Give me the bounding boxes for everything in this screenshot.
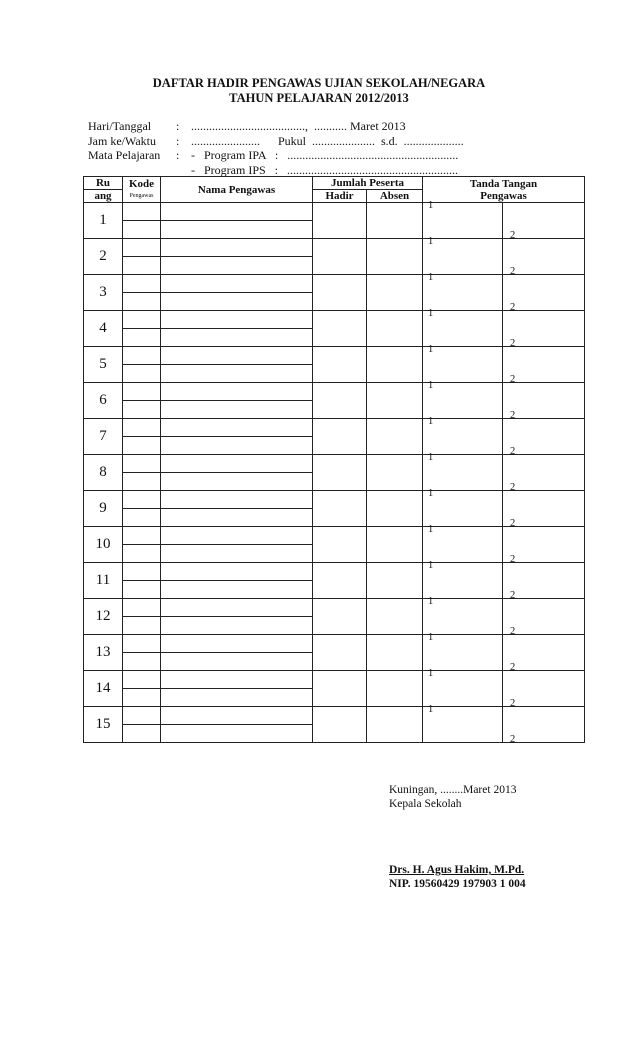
nama-cell[interactable] xyxy=(161,437,313,455)
absen-cell[interactable] xyxy=(367,527,423,563)
kode-cell[interactable] xyxy=(123,275,161,293)
signature-slot-2[interactable] xyxy=(503,707,585,743)
signature-slot-2[interactable] xyxy=(503,599,585,635)
kode-cell[interactable] xyxy=(123,365,161,383)
kode-cell[interactable] xyxy=(123,725,161,743)
kode-cell[interactable] xyxy=(123,419,161,437)
nama-cell[interactable] xyxy=(161,293,313,311)
table-row xyxy=(84,275,585,293)
slot-number-2: 2 xyxy=(510,230,516,241)
hadir-cell[interactable] xyxy=(313,383,367,419)
table-row xyxy=(84,203,585,221)
room-number: 7 xyxy=(84,419,123,455)
document-title xyxy=(0,76,638,106)
signature-slot-1[interactable] xyxy=(423,416,503,455)
nama-cell[interactable] xyxy=(161,383,313,401)
slot-number-1: 1 xyxy=(428,668,434,679)
info-row-subject xyxy=(88,148,464,163)
nama-cell[interactable] xyxy=(161,581,313,599)
info-row-date xyxy=(88,119,464,134)
signature-slot-2[interactable] xyxy=(503,419,585,455)
colon: : xyxy=(176,133,180,148)
signature-slot-2[interactable] xyxy=(503,455,585,491)
kode-cell[interactable] xyxy=(123,689,161,707)
room-number: 6 xyxy=(84,383,123,419)
kode-cell[interactable] xyxy=(123,599,161,617)
signature-slot-1[interactable] xyxy=(423,452,503,491)
signature-slot-1[interactable] xyxy=(423,236,503,275)
table-row xyxy=(84,311,585,329)
info-row-subject-ips xyxy=(88,163,464,178)
slot-number-1: 1 xyxy=(428,488,434,499)
signature-slot-1[interactable] xyxy=(423,380,503,419)
signer-role: Kepala Sekolah xyxy=(389,798,462,810)
signature-slot-2[interactable] xyxy=(503,347,585,383)
nama-cell[interactable] xyxy=(161,401,313,419)
hadir-cell[interactable] xyxy=(313,419,367,455)
slot-number-2: 2 xyxy=(510,266,516,277)
header-ruang: Ru xyxy=(84,177,123,190)
kode-cell[interactable] xyxy=(123,545,161,563)
signature-slot-1[interactable] xyxy=(423,200,503,239)
absen-cell[interactable] xyxy=(367,419,423,455)
attendance-rows xyxy=(84,200,585,745)
slot-number-2: 2 xyxy=(510,626,516,637)
room-number: 4 xyxy=(84,311,123,347)
nama-cell[interactable] xyxy=(161,221,313,239)
signature-slot-1[interactable] xyxy=(423,704,503,743)
absen-cell[interactable] xyxy=(367,275,423,311)
nama-cell[interactable] xyxy=(161,671,313,689)
room-number: 14 xyxy=(84,671,123,707)
table-row xyxy=(84,419,585,437)
slot-number-2: 2 xyxy=(510,734,516,745)
absen-cell[interactable] xyxy=(367,203,423,239)
signature-slot-1[interactable] xyxy=(423,524,503,563)
table-row xyxy=(84,455,585,473)
slot-number-1: 1 xyxy=(428,344,434,355)
signature-slot-2[interactable] xyxy=(503,203,585,239)
hadir-cell[interactable] xyxy=(313,275,367,311)
table-row xyxy=(84,635,585,653)
kode-cell[interactable] xyxy=(123,239,161,257)
table-row xyxy=(84,563,585,581)
slot-number-1: 1 xyxy=(428,524,434,535)
room-number: 10 xyxy=(84,527,123,563)
kode-cell[interactable] xyxy=(123,203,161,221)
signature-slot-2[interactable] xyxy=(503,563,585,599)
signature-slot-2[interactable] xyxy=(503,527,585,563)
nama-cell[interactable] xyxy=(161,689,313,707)
header-ttd-line1: Tanda Tangan xyxy=(469,177,538,190)
signature-slot-1[interactable] xyxy=(423,632,503,671)
absen-cell[interactable] xyxy=(367,563,423,599)
place-date: Kuningan, ........Maret 2013 xyxy=(389,784,517,796)
slot-number-2: 2 xyxy=(510,554,516,565)
header-nama: Nama Pengawas xyxy=(161,177,313,203)
slot-number-2: 2 xyxy=(510,338,516,349)
slot-number-1: 1 xyxy=(428,416,434,427)
nama-cell[interactable] xyxy=(161,365,313,383)
slot-number-2: 2 xyxy=(510,410,516,421)
nama-cell[interactable] xyxy=(161,653,313,671)
signature-slot-2[interactable] xyxy=(503,275,585,311)
slot-number-1: 1 xyxy=(428,596,434,607)
kode-cell[interactable] xyxy=(123,311,161,329)
room-number: 13 xyxy=(84,635,123,671)
signature-slot-2[interactable] xyxy=(503,491,585,527)
header-ruang-2: ang xyxy=(84,190,123,203)
signature-slot-1[interactable] xyxy=(423,344,503,383)
table-row xyxy=(84,239,585,257)
signature-slot-2[interactable] xyxy=(503,671,585,707)
nama-cell[interactable] xyxy=(161,707,313,725)
nama-cell[interactable] xyxy=(161,473,313,491)
nama-cell[interactable] xyxy=(161,725,313,743)
room-number: 9 xyxy=(84,491,123,527)
room-number: 12 xyxy=(84,599,123,635)
nama-cell[interactable] xyxy=(161,203,313,221)
slot-number-1: 1 xyxy=(428,632,434,643)
absen-cell[interactable] xyxy=(367,491,423,527)
hadir-cell[interactable] xyxy=(313,203,367,239)
date-label: Hari/Tanggal xyxy=(88,119,152,133)
signature-slot-1[interactable] xyxy=(423,668,503,707)
header-absen: Absen xyxy=(367,190,423,203)
subject-ipa: - Program IPA : ......................................................... xyxy=(191,148,459,162)
header-kode-label: Kode xyxy=(128,177,155,190)
header-ttd-line2: Pengawas xyxy=(480,189,527,202)
table-row xyxy=(84,383,585,401)
slot-number-2: 2 xyxy=(510,482,516,493)
hadir-cell[interactable] xyxy=(313,671,367,707)
hadir-cell[interactable] xyxy=(313,599,367,635)
nama-cell[interactable] xyxy=(161,599,313,617)
header-tanda-tangan xyxy=(423,177,585,203)
room-number: 1 xyxy=(84,203,123,239)
time-value: ....................... Pukul ..................... s.d. .................... xyxy=(191,133,464,148)
room-number: 8 xyxy=(84,455,123,491)
signature-slot-2[interactable] xyxy=(503,239,585,275)
signature-slot-2[interactable] xyxy=(503,635,585,671)
room-number: 15 xyxy=(84,707,123,743)
slot-number-1: 1 xyxy=(428,308,434,319)
signature-slot-1[interactable] xyxy=(423,488,503,527)
kode-cell[interactable] xyxy=(123,329,161,347)
hadir-cell[interactable] xyxy=(313,239,367,275)
absen-cell[interactable] xyxy=(367,455,423,491)
signer-nip: NIP. 19560429 197903 1 004 xyxy=(389,878,526,890)
slot-number-1: 1 xyxy=(428,704,434,715)
kode-cell[interactable] xyxy=(123,527,161,545)
hadir-cell[interactable] xyxy=(313,707,367,743)
kode-cell[interactable] xyxy=(123,491,161,509)
exam-info-block xyxy=(88,119,464,177)
signer-name: Drs. H. Agus Hakim, M.Pd. xyxy=(389,864,525,876)
room-number: 5 xyxy=(84,347,123,383)
nama-cell[interactable] xyxy=(161,419,313,437)
kode-cell[interactable] xyxy=(123,401,161,419)
hadir-cell[interactable] xyxy=(313,527,367,563)
slot-number-1: 1 xyxy=(428,272,434,283)
kode-cell[interactable] xyxy=(123,617,161,635)
slot-number-1: 1 xyxy=(428,560,434,571)
kode-cell[interactable] xyxy=(123,221,161,239)
title-line-1: DAFTAR HADIR PENGAWAS UJIAN SEKOLAH/NEGARA xyxy=(152,76,486,90)
slot-number-2: 2 xyxy=(510,302,516,313)
slot-number-2: 2 xyxy=(510,662,516,673)
nama-cell[interactable] xyxy=(161,545,313,563)
time-label: Jam ke/Waktu xyxy=(88,133,157,148)
nama-cell[interactable] xyxy=(161,275,313,293)
date-value: ......................................, ........... Maret 2013 xyxy=(191,119,406,133)
nama-cell[interactable] xyxy=(161,455,313,473)
slot-number-2: 2 xyxy=(510,698,516,709)
hadir-cell[interactable] xyxy=(313,491,367,527)
kode-cell[interactable] xyxy=(123,347,161,365)
signature-slot-1[interactable] xyxy=(423,560,503,599)
slot-number-2: 2 xyxy=(510,446,516,457)
nama-cell[interactable] xyxy=(161,347,313,365)
kode-cell[interactable] xyxy=(123,455,161,473)
nama-cell[interactable] xyxy=(161,257,313,275)
signature-slot-1[interactable] xyxy=(423,272,503,311)
table-row xyxy=(84,671,585,689)
signature-slot-2[interactable] xyxy=(503,311,585,347)
absen-cell[interactable] xyxy=(367,635,423,671)
header-kode xyxy=(123,177,161,203)
signature-slot-2[interactable] xyxy=(503,383,585,419)
kode-cell[interactable] xyxy=(123,563,161,581)
subject-label: Mata Pelajaran xyxy=(88,148,161,162)
signature-slot-1[interactable] xyxy=(423,596,503,635)
absen-cell[interactable] xyxy=(367,311,423,347)
table-row xyxy=(84,599,585,617)
room-number: 3 xyxy=(84,275,123,311)
kode-cell[interactable] xyxy=(123,293,161,311)
nama-cell[interactable] xyxy=(161,329,313,347)
nama-cell[interactable] xyxy=(161,311,313,329)
header-row-1 xyxy=(84,177,585,190)
nama-cell[interactable] xyxy=(161,635,313,653)
slot-number-1: 1 xyxy=(428,236,434,247)
signature-slot-1[interactable] xyxy=(423,308,503,347)
kode-cell[interactable] xyxy=(123,383,161,401)
table-row xyxy=(84,707,585,725)
nama-cell[interactable] xyxy=(161,491,313,509)
nama-cell[interactable] xyxy=(161,239,313,257)
slot-number-2: 2 xyxy=(510,374,516,385)
colon: : xyxy=(176,148,180,162)
header-jumlah: Jumlah Peserta xyxy=(313,177,423,190)
absen-cell[interactable] xyxy=(367,239,423,275)
table-row xyxy=(84,527,585,545)
hadir-cell[interactable] xyxy=(313,563,367,599)
header-hadir: Hadir xyxy=(313,190,367,203)
attendance-table xyxy=(83,176,585,743)
absen-cell[interactable] xyxy=(367,671,423,707)
kode-cell[interactable] xyxy=(123,635,161,653)
signature-block xyxy=(389,783,526,891)
slot-number-1: 1 xyxy=(428,380,434,391)
title-line-2: TAHUN PELAJARAN 2012/2013 xyxy=(229,91,409,105)
absen-cell[interactable] xyxy=(367,383,423,419)
nama-cell[interactable] xyxy=(161,563,313,581)
hadir-cell[interactable] xyxy=(313,347,367,383)
kode-cell[interactable] xyxy=(123,707,161,725)
nama-cell[interactable] xyxy=(161,509,313,527)
nama-cell[interactable] xyxy=(161,527,313,545)
header-kode-sub: Pengawas xyxy=(129,192,154,199)
absen-cell[interactable] xyxy=(367,599,423,635)
slot-number-1: 1 xyxy=(428,200,434,211)
nama-cell[interactable] xyxy=(161,617,313,635)
slot-number-2: 2 xyxy=(510,590,516,601)
colon: : xyxy=(176,119,180,133)
slot-number-2: 2 xyxy=(510,518,516,529)
kode-cell[interactable] xyxy=(123,653,161,671)
subject-ips: - Program IPS : ......................................................... xyxy=(191,162,458,177)
kode-cell[interactable] xyxy=(123,671,161,689)
kode-cell[interactable] xyxy=(123,581,161,599)
room-number: 2 xyxy=(84,239,123,275)
room-number: 11 xyxy=(84,563,123,599)
hadir-cell[interactable] xyxy=(313,635,367,671)
info-row-time xyxy=(88,134,464,149)
kode-cell[interactable] xyxy=(123,509,161,527)
hadir-cell[interactable] xyxy=(313,311,367,347)
hadir-cell[interactable] xyxy=(313,455,367,491)
slot-number-1: 1 xyxy=(428,452,434,463)
table-row xyxy=(84,347,585,365)
kode-cell[interactable] xyxy=(123,473,161,491)
absen-cell[interactable] xyxy=(367,707,423,743)
absen-cell[interactable] xyxy=(367,347,423,383)
kode-cell[interactable] xyxy=(123,437,161,455)
kode-cell[interactable] xyxy=(123,257,161,275)
table-row xyxy=(84,491,585,509)
